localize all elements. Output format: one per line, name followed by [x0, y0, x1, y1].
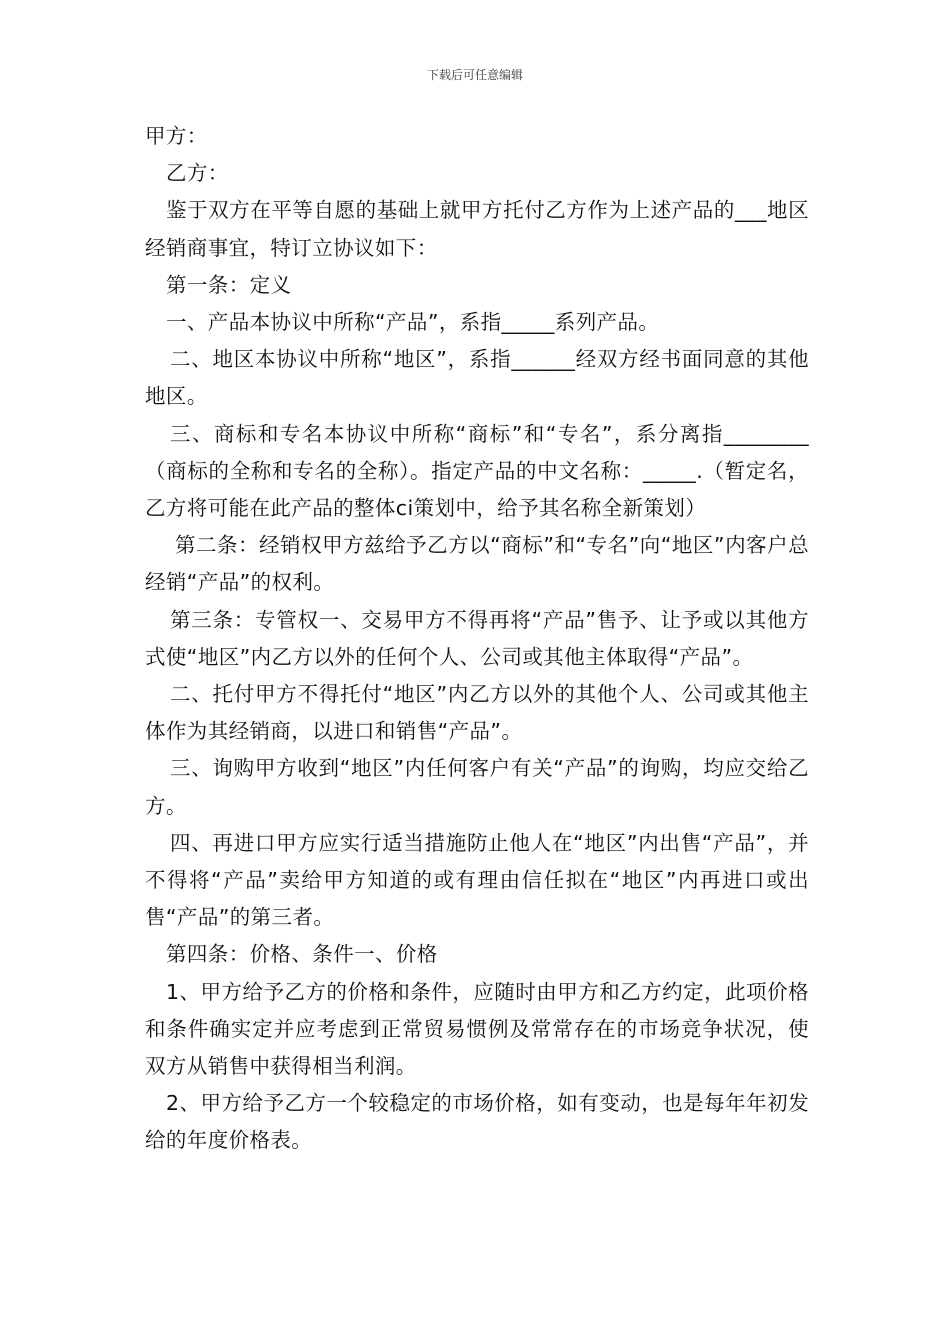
article-3-reimport: 四、再进口甲方应实行适当措施防止他人在“地区”内出售“产品”，并不得将“产品”卖给甲方知道的或有理由信任拟在“地区”内再进口或出售“产品”的第三者。: [145, 830, 809, 930]
article-1-heading: 第一条：定义: [166, 272, 292, 297]
article-4-price-clause-2: 2、甲方给予乙方一个较稳定的市场价格，如有变动，也是每年年初发给的年度价格表。: [145, 1091, 809, 1153]
article-4-heading: 第四条：价格、条件一、价格: [166, 942, 438, 967]
page-header: 下载后可任意编辑: [426, 68, 523, 82]
preamble-paragraph: 鉴于双方在平等自愿的基础上就甲方托付乙方作为上述产品的___地区经销商事宜，特订立协议如下：: [145, 198, 809, 260]
article-4-price-clause-1: 1、甲方给予乙方的价格和条件，应随时由甲方和乙方约定，此项价格和条件确实定并应考虑到正常贸易惯例及常常存在的市场竞争状况，使双方从销售中获得相当利润。: [145, 979, 809, 1079]
document-body: [145, 118, 809, 1160]
article-3-inquiry: 三、询购甲方收到“地区”内任何客户有关“产品”的询购，均应交给乙方。: [145, 756, 809, 818]
party-a-line: 甲方：: [145, 124, 208, 148]
definition-region: 二、地区本协议中所称“地区”，系指______经双方经书面同意的其他地区。: [145, 347, 809, 409]
definition-product: 一、产品本协议中所称“产品”，系指_____系列产品。: [166, 310, 660, 335]
article-3-entrustment: 二、托付甲方不得托付“地区”内乙方以外的其他个人、公司或其他主体作为其经销商，以进口和销售“产品”。: [145, 682, 809, 744]
definition-trademark: 三、商标和专名本协议中所称“商标”和“专名”，系分离指________（商标的全称和专名的全称）。指定产品的中文名称：_____.（暂定名，乙方将可能在此产品的整体ci策划中，给予其名称全新策划）: [145, 421, 809, 521]
article-3-exclusive-right: 第三条：专管权一、交易甲方不得再将“产品”售予、让予或以其他方式使“地区”内乙方以外的任何个人、公司或其他主体取得“产品”。: [145, 607, 809, 669]
party-b-line: 乙方：: [166, 161, 229, 186]
article-2-distribution-right: 第二条：经销权甲方兹给予乙方以“商标”和“专名”向“地区”内客户总经销“产品”的权利。: [145, 533, 809, 595]
